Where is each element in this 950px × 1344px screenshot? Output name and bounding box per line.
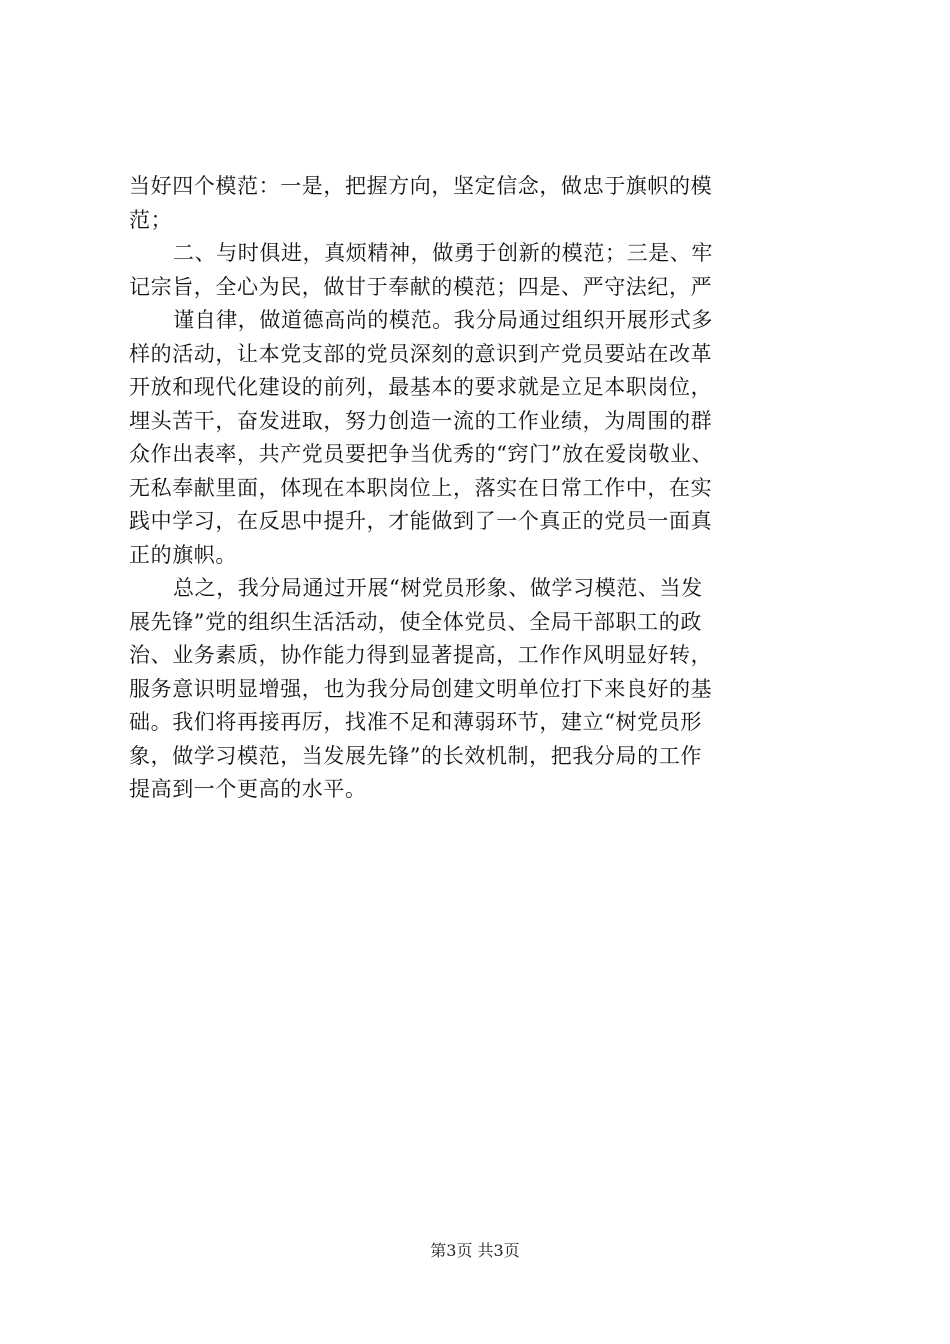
page-footer: 第3页 共3页 [430,1241,520,1260]
text-line: 二、与时俱进，真烦精神，做勇于创新的模范；三是、牢 [173,241,713,265]
text-line: 总之，我分局通过开展“树党员形象、做学习模范、当发 [173,576,703,600]
text-line: 范； [129,207,173,232]
text-line: 践中学习，在反思中提升，才能做到了一个真正的党员一面真 [129,509,713,533]
text-line: 服务意识明显增强，也为我分局创建文明单位打下来良好的基 [129,676,713,701]
text-line: 众作出表率，共产党员要把争当优秀的“窍门”放在爱岗敬业、 [129,442,714,466]
text-line: 正的旗帜。 [129,542,237,567]
text-line: 础。我们将再接再厉，找准不足和薄弱环节，建立“树党员形 [129,710,702,734]
text-line: 提高到一个更高的水平。 [129,777,367,801]
text-line: 埋头苦干，奋发进取，努力创造一流的工作业绩，为周围的群 [129,408,713,433]
text-line: 样的活动，让本党支部的党员深刻的意识到产党员要站在改革 [129,341,713,366]
text-line: 无私奉献里面，体现在本职岗位上，落实在日常工作中，在实 [129,475,713,500]
text-line: 象，做学习模范，当发展先锋”的长效机制，把我分局的工作 [129,743,702,768]
text-line: 治、业务素质，协作能力得到显著提高，工作作风明显好转， [129,643,713,667]
text-line: 展先锋”党的组织生活活动，使全体党员、全局干部职工的政 [129,609,702,634]
text-line: 记宗旨，全心为民，做甘于奉献的模范；四是、严守法纪，严 [129,274,713,299]
text-line: 谨自律，做道德高尚的模范。我分局通过组织开展形式多 [173,308,713,332]
text-line: 开放和现代化建设的前列，最基本的要求就是立足本职岗位， [129,375,713,399]
document-body [129,170,829,807]
text-line: 当好四个模范：一是，把握方向，坚定信念，做忠于旗帜的模 [129,174,713,198]
